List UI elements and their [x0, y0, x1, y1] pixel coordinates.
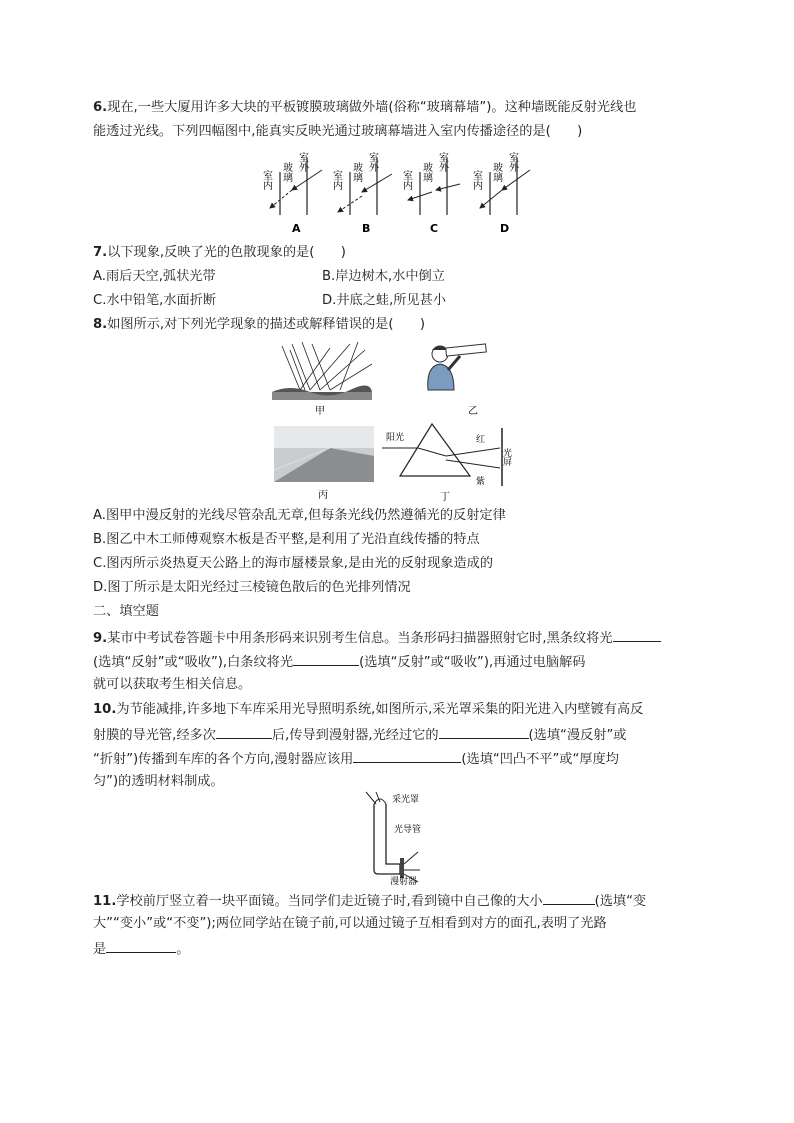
svg-text:室内: 室内 — [260, 170, 272, 190]
q8-option-c: C.图丙所示炎热夏天公路上的海市蜃楼景象,是由光的反射现象造成的 — [93, 556, 494, 571]
q11-blank-2[interactable] — [106, 938, 176, 953]
q10-line3: “折射”)传播到车库的各个方向,漫射器应该用 (选填“凹凸不平”或“厚度均 — [93, 748, 619, 770]
svg-text:玻璃: 玻璃 — [490, 162, 502, 182]
q7-stem: 7.以下现象,反映了光的色散现象的是( ) — [93, 245, 346, 260]
svg-text:丁: 丁 — [440, 492, 450, 503]
q10-blank-1[interactable] — [216, 724, 272, 739]
q7-option-a: A.雨后天空,弧状光带 — [93, 269, 216, 284]
q10-blank-3[interactable] — [353, 748, 461, 763]
svg-text:室内: 室内 — [470, 170, 482, 190]
q9-blank-2[interactable] — [293, 651, 359, 666]
svg-text:室内: 室内 — [400, 170, 412, 190]
svg-text:玻璃: 玻璃 — [420, 162, 432, 182]
q8-option-d: D.图丁所示是太阳光经过三棱镜色散后的色光排列情况 — [93, 580, 411, 595]
svg-text:室内: 室内 — [330, 170, 342, 190]
q10-line1: 10.为节能减排,许多地下车库采用光导照明系统,如图所示,采光罩采集的阳光进入内壁镀有高反 — [93, 702, 644, 717]
svg-text:光导管: 光导管 — [394, 825, 422, 835]
svg-text:A: A — [292, 222, 301, 235]
q6-line1: 6.现在,一些大厦用许多大块的平板镀膜玻璃做外墙(俗称“玻璃幕墙”)。这种墙既能反射光线也 — [93, 100, 637, 115]
svg-text:玻璃: 玻璃 — [280, 162, 292, 182]
svg-text:漫射器: 漫射器 — [390, 877, 418, 887]
svg-text:玻璃: 玻璃 — [350, 162, 362, 182]
q9-line1: 9.某市中考试卷答题卡中用条形码来识别考生信息。当条形码扫描器照射它时,黑条纹将光 — [93, 627, 661, 649]
svg-text:红: 红 — [476, 435, 486, 445]
q11-line1: 11.学校前厅竖立着一块平面镜。当同学们走近镜子时,看到镜中自己像的大小 (选填“变 — [93, 890, 646, 912]
q8-fig-jia — [272, 342, 372, 417]
q7-option-d: D.井底之蛙,所见甚小 — [322, 293, 447, 308]
q8-figure — [270, 340, 530, 508]
svg-text:D: D — [500, 222, 510, 235]
svg-text:B: B — [362, 222, 371, 235]
q8-option-b: B.图乙中木工师傅观察木板是否平整,是利用了光沿直线传播的特点 — [93, 532, 480, 547]
q11-line2: 大”“变小”或“不变”);两位同学站在镜子前,可以通过镜子互相看到对方的面孔,表明了光路 — [93, 916, 607, 931]
svg-text:乙: 乙 — [468, 406, 478, 417]
q6-option-c-diagram — [401, 152, 461, 235]
svg-text:室外: 室外 — [296, 152, 308, 172]
q8-fig-ding — [382, 424, 512, 503]
q6-option-d-diagram — [471, 152, 531, 235]
q6-option-a-diagram — [261, 152, 323, 235]
q6-figure — [262, 150, 532, 235]
svg-text:紫: 紫 — [476, 477, 486, 487]
section-heading: 二、填空题 — [93, 604, 159, 619]
q10-figure — [360, 790, 460, 886]
svg-text:丙: 丙 — [318, 490, 328, 501]
svg-text:室外: 室外 — [366, 152, 378, 172]
q10-line4: 匀”)的透明材料制成。 — [93, 774, 224, 789]
q9-line3: 就可以获取考生相关信息。 — [93, 677, 252, 692]
q8-option-a: A.图甲中漫反射的光线尽管杂乱无章,但每条光线仍然遵循光的反射定律 — [93, 508, 506, 523]
q7-option-c: C.水中铅笔,水面折断 — [93, 293, 217, 308]
q11-line3: 是 。 — [93, 938, 189, 960]
q11-blank-1[interactable] — [543, 890, 595, 905]
svg-text:室外: 室外 — [436, 152, 448, 172]
q9-blank-1[interactable] — [613, 627, 661, 642]
q8-fig-bing — [274, 426, 374, 501]
q8-fig-yi — [428, 344, 487, 417]
svg-text:阳光: 阳光 — [386, 433, 405, 443]
q7-option-b: B.岸边树木,水中倒立 — [322, 269, 445, 284]
q8-stem: 8.如图所示,对下列光学现象的描述或解释错误的是( ) — [93, 317, 425, 332]
svg-text:室外: 室外 — [506, 152, 518, 172]
q10-line2: 射膜的导光管,经多次 后,传导到漫射器,光经过它的 (选填“漫反射”或 — [93, 724, 626, 746]
q6-number: 6. — [93, 100, 108, 115]
q6-line2: 能透过光线。下列四幅图中,能真实反映光通过玻璃幕墙进入室内传播途径的是( ) — [93, 124, 583, 139]
q10-blank-2[interactable] — [439, 724, 529, 739]
svg-text:C: C — [430, 222, 439, 235]
q9-line2: (选填“反射”或“吸收”),白条纹将光 (选填“反射”或“吸收”),再通过电脑解码 — [93, 651, 586, 673]
q6-option-b-diagram — [331, 152, 393, 235]
svg-text:甲: 甲 — [315, 406, 325, 417]
svg-text:光屏: 光屏 — [501, 448, 511, 466]
svg-text:采光罩: 采光罩 — [392, 795, 420, 805]
